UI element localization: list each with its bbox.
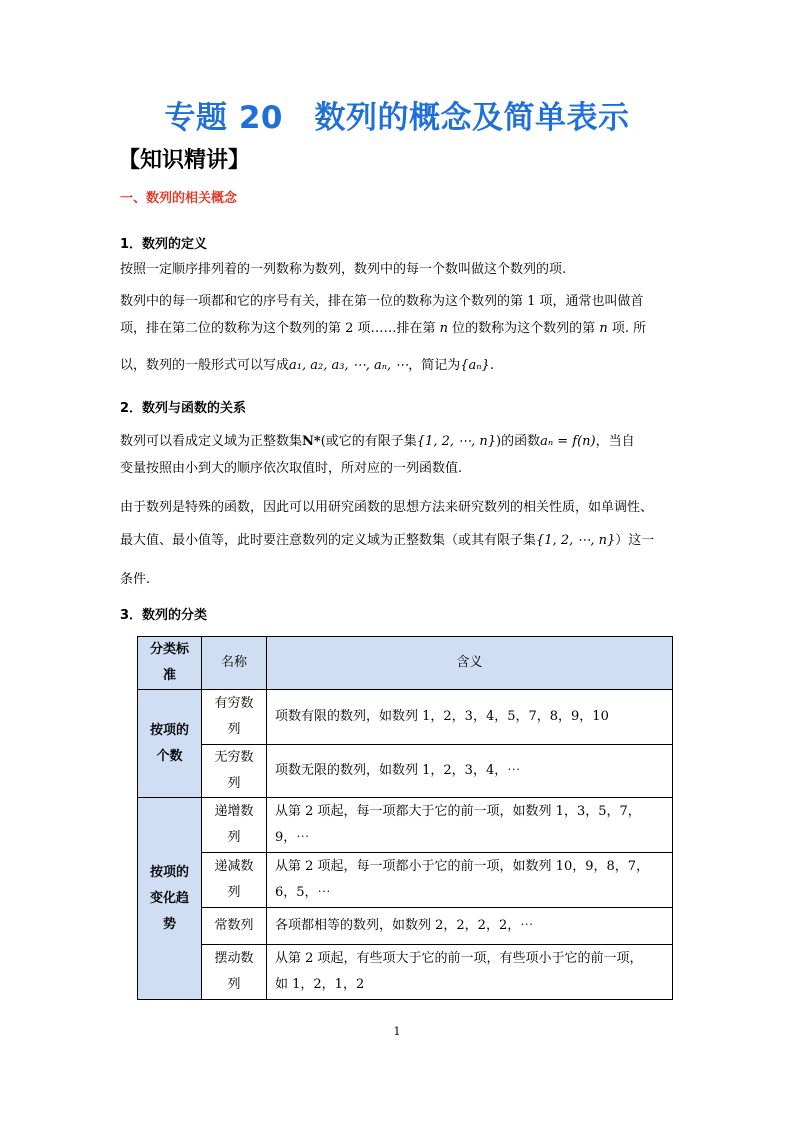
header-criterion-line2: 准 [162, 668, 176, 683]
classification-table [137, 636, 673, 1000]
function-l3: 由于数列是特殊的函数，因此可以用研究函数的思想方法来研究数列的相关性质，如单调性、 [120, 500, 654, 515]
classification-heading: 3．数列的分类 [120, 608, 208, 623]
table-header-row [138, 637, 673, 690]
group-label-line: 变化趋 [149, 890, 189, 906]
row-desc-line: 从第 2 项起，有些项大于它的前一项，有些项小于它的前一项， [275, 951, 643, 966]
row-name [202, 690, 267, 745]
function-l2: 变量按照由小到大的顺序依次取值时，所对应的一列函数值. [120, 461, 463, 476]
function-l4b: ）这一 [615, 533, 655, 548]
row-desc: 各项都相等的数列，如数列 2，2，2，2，⋯ [267, 908, 673, 945]
function-l1a: 数列可以看成定义域为正整数集 [120, 434, 303, 449]
row-desc-line: 从第 2 项起，每一项都小于它的前一项，如数列 10，9，8，7， [275, 859, 650, 874]
table-row [138, 798, 673, 853]
row-desc-line: 如 1，2，1，2 [275, 977, 365, 992]
group-label-line: 按项的 [149, 722, 189, 738]
group-by-count [138, 690, 202, 798]
function-paragraph-2 [120, 494, 680, 554]
row-name-line: 无穷数 [214, 750, 254, 765]
definition-p2-line2a: 项，排在第二位的数称为这个数列的第 2 项……排在第 [120, 321, 440, 336]
function-l1b: (或它的有限子集 [320, 434, 417, 449]
definition-p3c: . [489, 358, 494, 373]
row-desc: 项数有限的数列，如数列 1，2，3，4，5，7，8，9，10 [267, 690, 673, 745]
variable-n: n [599, 321, 608, 336]
group-by-trend [138, 798, 202, 1000]
page-number: 1 [393, 1025, 401, 1038]
definition-paragraph-3 [120, 352, 680, 379]
definition-p3b: ，简记为 [408, 358, 461, 373]
row-name-line: 列 [227, 722, 241, 737]
header-meaning: 含义 [267, 637, 673, 690]
table-row [138, 945, 673, 1000]
definition-p3a: 以，数列的一般形式可以写成 [120, 358, 290, 373]
row-name-line: 递减数 [214, 859, 254, 874]
row-name [202, 798, 267, 853]
row-name [202, 945, 267, 1000]
table-row [138, 908, 673, 945]
table-row [138, 690, 673, 745]
header-criterion [138, 637, 202, 690]
function-formula: aₙ = f(n) [540, 434, 596, 449]
function-relation-heading: 2．数列与函数的关系 [120, 401, 247, 416]
row-desc [267, 853, 673, 908]
row-name-line: 列 [227, 977, 241, 992]
row-desc-line: 6，5，⋯ [275, 885, 331, 900]
section-title: 一、数列的相关概念 [120, 191, 238, 206]
header-name: 名称 [202, 637, 267, 690]
function-l1c: )的函数 [496, 434, 541, 449]
row-name-line: 列 [227, 776, 241, 791]
definition-p2-line2c: 项. 所 [607, 321, 647, 336]
row-name-line: 列 [227, 885, 241, 900]
general-form-formula: a₁, a₂, a₃, ⋯, aₙ, ⋯ [289, 358, 409, 373]
variable-n: n [439, 321, 449, 336]
row-name-line: 列 [227, 830, 241, 845]
table-row [138, 853, 673, 908]
row-name [202, 745, 267, 798]
knowledge-heading: 【知识精讲】 [118, 148, 251, 173]
group-label-line: 个数 [156, 748, 183, 764]
page-title: 专题 20 数列的概念及简单表示 [164, 100, 630, 136]
finite-subset-formula: {1, 2, ⋯, n} [536, 533, 616, 548]
row-name [202, 853, 267, 908]
function-paragraph [120, 428, 680, 482]
row-name-line: 有穷数 [214, 696, 254, 711]
row-desc: 项数无限的数列，如数列 1，2，3，4，⋯ [267, 745, 673, 798]
row-desc: 从第 2 项起，每一项都大于它的前一项，如数列 1，3，5，7，9，⋯ [267, 798, 673, 853]
row-name-line: 摆动数 [214, 951, 254, 966]
table-row [138, 745, 673, 798]
definition-heading: 1．数列的定义 [120, 237, 208, 252]
definition-paragraph-1: 按照一定顺序排列着的一列数称为数列，数列中的每一个数叫做这个数列的项. [120, 262, 567, 277]
short-form-formula: {aₙ} [460, 358, 490, 373]
definition-p2-line1: 数列中的每一项都和它的序号有关，排在第一位的数称为这个数列的第 1 项，通常也叫做首 [120, 294, 644, 309]
finite-subset-formula: {1, 2, ⋯, n} [416, 434, 497, 449]
group-label-line: 按项的 [149, 864, 189, 880]
row-name: 常数列 [202, 908, 267, 945]
row-desc [267, 945, 673, 1000]
row-name-line: 递增数 [214, 804, 254, 819]
group-label-line: 势 [162, 916, 176, 932]
function-l1d: ，当自 [595, 434, 635, 449]
definition-paragraph-2 [120, 288, 680, 342]
function-l4a: 最大值、最小值等，此时要注意数列的定义域为正整数集（或其有限子集 [120, 533, 537, 548]
function-l5: 条件. [120, 572, 151, 587]
header-criterion-line1: 分类标 [149, 642, 189, 657]
definition-p2-line2b: 位的数称为这个数列的第 [448, 321, 600, 336]
natural-numbers-symbol: N* [302, 434, 321, 449]
